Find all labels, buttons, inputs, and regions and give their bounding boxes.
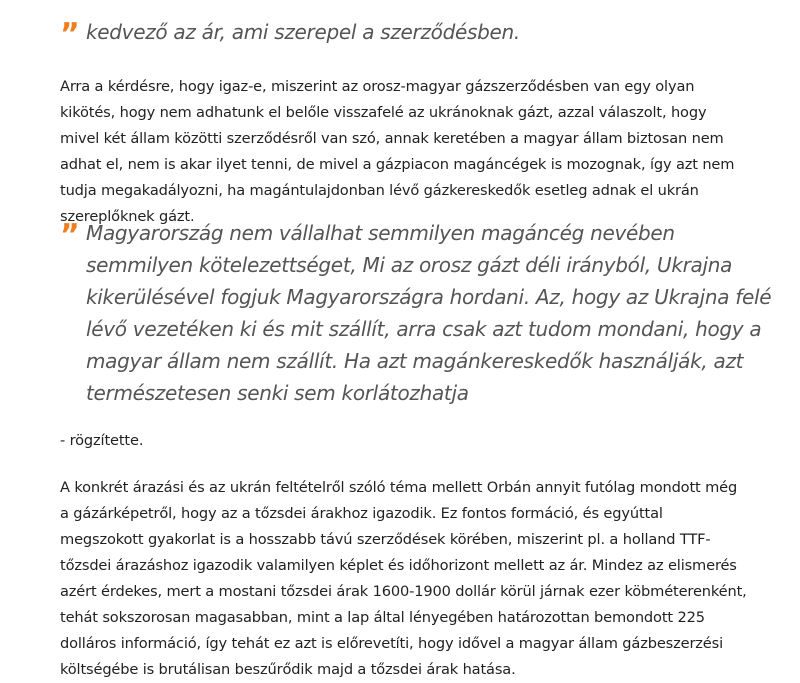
pull-quote-text: kedvező az ár, ami szerepel a szerződésben. [86, 20, 520, 44]
quote-mark-icon: ” [60, 17, 78, 52]
article-paragraph: Arra a kérdésre, hogy igaz-e, miszerint az orosz-magyar gázszerződésben van egy olyan kikötés, hogy nem adhatunk el belőle visszafelé az ukránoknak gázt, azzal válaszolt, hogy mivel két állam közötti szerződésről van szó, annak keretében a magyar állam biztosan nem adhat el, nem is akar ilyet tenni, de mivel a gázpiacon magáncégek is mozognak, így azt nem tudja megakadályozni, ha magántulajdonban lévő gázkereskedők esetleg adnak el ukrán szereplőknek gázt. [60, 78, 735, 225]
article-paragraph: - rögzítette. [60, 432, 144, 449]
pull-quote-text: Magyarország nem vállalhat semmilyen magáncég nevében semmilyen kötelezettséget, Mi az orosz gázt déli irányból, Ukrajna kikerülésével fogjuk Magyarországra hordani. Az, hogy az Ukrajna felé lévő vezetéken ki és mit szállít, arra csak azt tudom mondani, hogy a magyar állam nem szállít. Ha azt magánkereskedők használják, azt természetesen senki sem korlátozhatja [86, 221, 772, 405]
quote-mark-icon: ” [60, 218, 78, 253]
pull-quote [60, 16, 776, 52]
article-paragraph: A konkrét árazási és az ukrán feltételről szóló téma mellett Orbán annyit futólag mondott még a gázárképetről, hogy az a tőzsdei árakhoz igazodik. Ez fontos formáció, és egyúttal megszokott gyakorlat is a hosszabb távú szerződések körében, miszerint pl. a holland TTF-tőzsdei árazáshoz igazodik valamilyen képlet és időhorizont mellett az ár. Mindez az elismerés azért érdekes, mert a mostani tőzsdei árak 1600-1900 dollár körül járnak ezer köbméterenként, tehát sokszorosan magasabban, mint a lap által lényegében határozottan bemondott 225 dolláros információ, így tehát ez azt is előrevetíti, hogy idővel a magyar állam gázbeszerzési költségébe is brutálisan beszűrődik majd a tőzsdei árak hatása. [60, 479, 747, 678]
pull-quote [60, 217, 776, 409]
